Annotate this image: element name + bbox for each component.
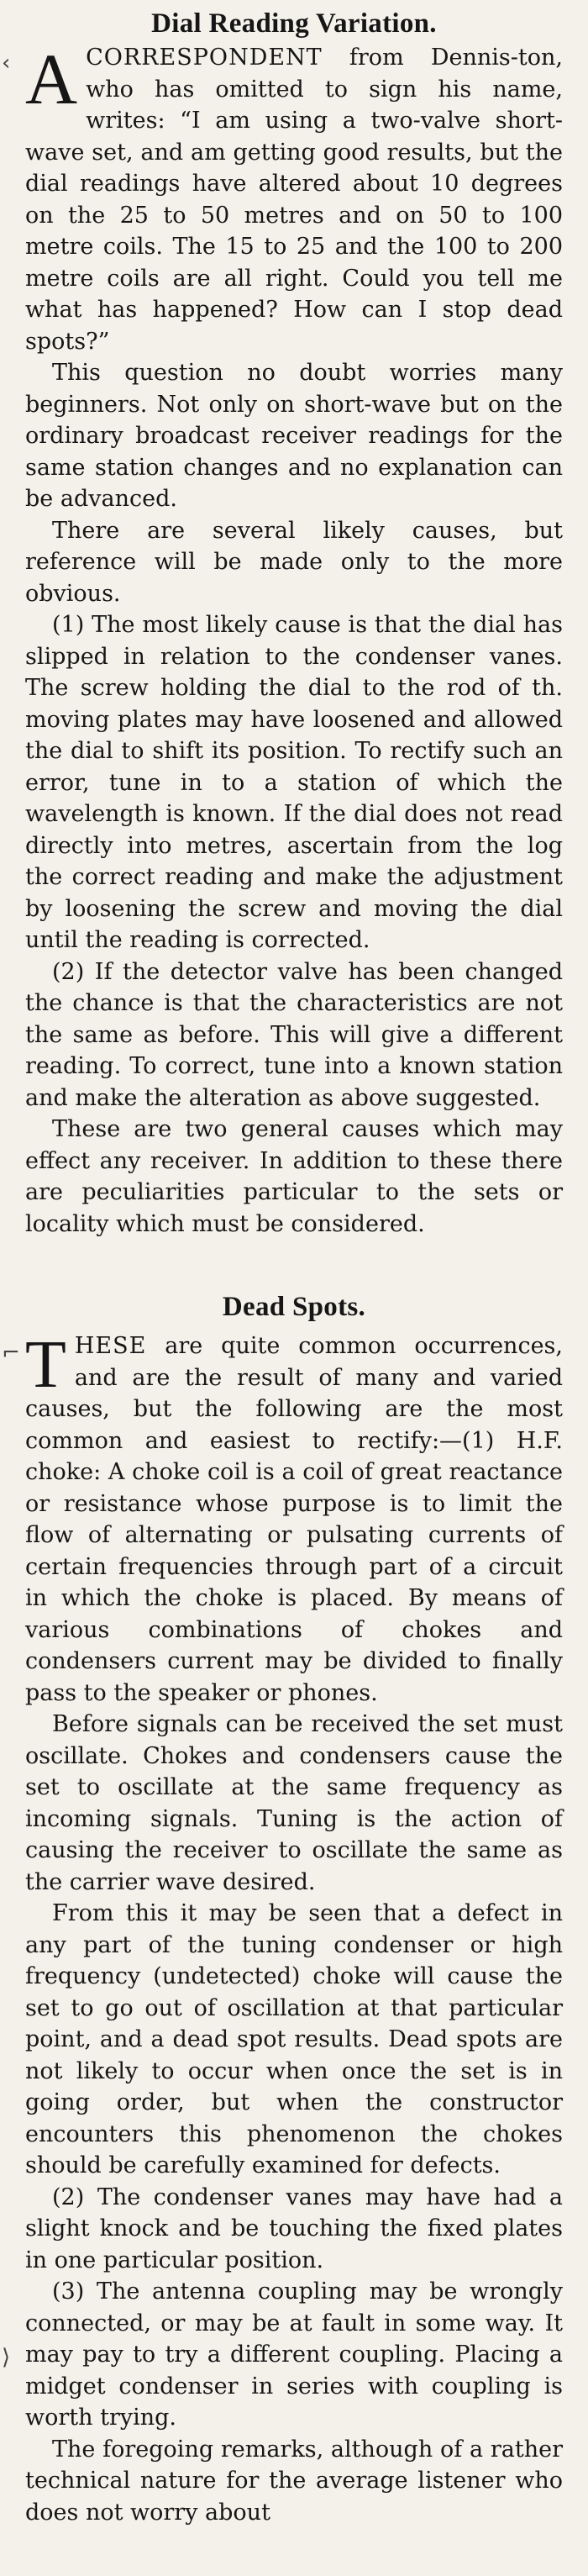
margin-mark: ⟩: [2, 2345, 11, 2370]
section-heading: Dead Spots.: [222, 1292, 366, 1322]
body-paragraph: (2) If the detector valve has been changed the chance is that the characteristics are not the same as before. This will give a different reading. To correct, tune into a known station and make the alteration as above suggested.: [25, 958, 563, 1111]
drop-cap: T: [25, 1328, 66, 1402]
body-paragraph: There are several likely causes, but reference will be made only to the more obvious.: [25, 517, 563, 607]
body-paragraph: (3) The antenna coupling may be wrongly connected, or may be at fault in some way. It may pay to try a different coupling. Placing a midget condenser in series with coupling is worth trying.: [25, 2278, 563, 2431]
body-paragraph: From this it may be seen that a defect in any part of the tuning condenser or high frequency (undetected) choke will cause the set to go out of oscillation at that particular point, and a dead spot results. Dead spots are not likely to occur when once the set is in going order, but when the constructor encounters this phenomenon the chokes should be carefully examined for defects.: [25, 1900, 563, 2178]
body-paragraph: These are two general causes which may effect any receiver. In addition to these there are peculiarities particular to the sets or locality which must be considered.: [25, 1116, 563, 1237]
intro-text: from Dennis-ton, who has omitted to sign his name, writes: “I am using a two-valve short-wave set, and am getting good results, but the dial readings have altered about 10 degrees on the 25 to 50 metres and on 50 to 100 metre coils. The 15 to 25 and the 100 to 200 metre coils are all right. Could you tell me what has happened? How can I stop dead spots?”: [25, 45, 563, 355]
newspaper-column: [25, 0, 563, 2576]
intro-paragraph: [25, 39, 563, 357]
section-intro-paragraph: [25, 1330, 563, 1709]
article-heading: Dial Reading Variation.: [151, 8, 437, 39]
section-intro-text: are quite common occurrences, and are the result of many and varied causes, but the following are the most common and easiest to rectify:—(1) H.F. choke: A choke coil is a coil of great reactance or resistance whose purpose is to limit the flow of alternating or pulsating currents of certain frequencies through part of a circuit in which the choke is placed. By means of various combinations of chokes and condensers current may be divided to finally pass to the speaker or phones.: [25, 1333, 563, 1706]
margin-mark: ‹: [2, 50, 11, 76]
margin-mark: ⌐: [2, 1341, 20, 1366]
body-paragraph: The foregoing remarks, although of a rather technical nature for the average listener who does not worry about: [25, 2436, 563, 2526]
body-paragraph: (2) The condenser vanes may have had a slight knock and be touching the fixed plates in one particular position.: [25, 2184, 563, 2273]
body-paragraph: (1) The most likely cause is that the dial has slipped in relation to the condenser vanes. The screw holding the dial to the rod of th. moving plates may have loosened and allowed the dial to shift its position. To rectify such an error, tune in to a station of which the wavelength is known. If the dial does not read directly into metres, ascertain from the log the correct reading and make the adjustment by loosening the screw and moving the dial until the reading is corrected.: [25, 612, 563, 953]
lead-word: CORRESPONDENT: [86, 45, 323, 71]
drop-cap: A: [25, 39, 78, 119]
body-paragraph: This question no doubt worries many beginners. Not only on short-wave but on the ordinary broadcast receiver readings for the same station changes and no explanation can be advanced.: [25, 360, 563, 512]
lead-word: HESE: [74, 1333, 147, 1359]
body-paragraph: Before signals can be received the set must oscillate. Chokes and condensers cause the set to oscillate at the same frequency as incoming signals. Tuning is the action of causing the receiver to oscillate the same as the carrier wave desired.: [25, 1711, 563, 1895]
